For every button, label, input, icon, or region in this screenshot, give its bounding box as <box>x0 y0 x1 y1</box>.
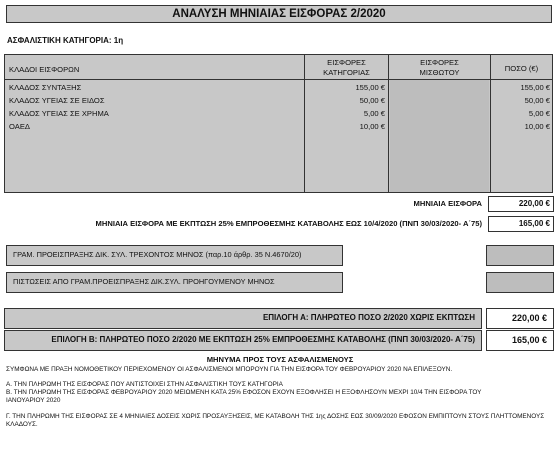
option-b-label: ΕΠΙΛΟΓΗ Β: ΠΛΗΡΩΤΕΟ ΠΟΣΟ 2/2020 ΜΕ ΕΚΠΤΩΣΗ 25% ΕΜΠΡΟΘΕΣΜΗΣ ΚΑΤΑΒΟΛΗΣ (ΠΝΠ 30/03/2020- Α΄75) <box>4 330 482 351</box>
message-option-b: Β. ΤΗΝ ΠΛΗΡΩΜΗ ΤΗΣ ΕΙΣΦΟΡΑΣ ΦΕΒΡΟΥΑΡΙΟΥ 2020 ΜΕΙΩΜΕΝΗ ΚΑΤΑ 25% ΕΦΟΣΟΝ ΕΧΟΥΝ ΕΞΟΦΛΗΣΕΙ Η ΕΞΟΦΛΗΣΟΥΝ ΜΕΧΡΙ 10/4 ΤΗΝ ΕΙΣΦΟΡΑ ΤΟΥ ΙΑΝΟΥΑΡΙΟΥ 2020 <box>6 389 482 404</box>
row-branch: ΚΛΑΔΟΣ ΥΓΕΙΑΣ ΣΕ ΧΡΗΜΑ <box>9 109 109 118</box>
prepayment-current-label: ΓΡΑΜ. ΠΡΟΕΙΣΠΡΑΞΗΣ ΔΙΚ. ΣΥΛ. ΤΡΕΧΟΝΤΟΣ ΜΗΝΟΣ (παρ.10 άρθρ. 35 Ν.4670/20) <box>6 245 343 266</box>
prepayment-current-value <box>486 245 554 266</box>
row-amount: 10,00 € <box>524 122 550 131</box>
contributions-table <box>4 54 553 193</box>
header-category-contrib: ΕΙΣΦΟΡΕΣ ΚΑΤΗΓΟΡΙΑΣ <box>323 58 370 77</box>
prepayment-previous-label: ΠΙΣΤΩΣΕΙΣ ΑΠΟ ΓΡΑΜ.ΠΡΟΕΙΣΠΡΑΞΗΣ ΔΙΚ.ΣΥΛ. ΠΡΟΗΓΟΥΜΕΝΟΥ ΜΗΝΟΣ <box>6 272 343 293</box>
monthly-contribution-label: ΜΗΝΙΑΙΑ ΕΙΣΦΟΡΑ <box>413 199 482 208</box>
row-category: 5,00 € <box>363 109 385 118</box>
header-amount: ΠΟΣΟ (€) <box>504 64 539 73</box>
table-row <box>5 121 552 132</box>
insurance-category: ΑΣΦΑΛΙΣΤΙΚΗ ΚΑΤΗΓΟΡΙΑ: 1η <box>7 36 124 45</box>
prepayment-previous-value <box>486 272 554 293</box>
header-salary-contrib: ΕΙΣΦΟΡΕΣ ΜΙΣΘΩΤΟΥ <box>419 58 460 77</box>
row-category: 10,00 € <box>359 122 385 131</box>
row-amount: 50,00 € <box>524 96 550 105</box>
message-title: ΜΗΝΥΜΑ ΠΡΟΣ ΤΟΥΣ ΑΣΦΑΛΙΣΜΕΝΟΥΣ <box>206 355 354 364</box>
table-row <box>5 95 552 106</box>
row-branch: ΟΑΕΔ <box>9 122 30 131</box>
discount-contribution-value: 165,00 € <box>488 216 554 232</box>
message-option-a: Α. ΤΗΝ ΠΛΗΡΩΜΗ ΤΗΣ ΕΙΣΦΟΡΑΣ ΠΟΥ ΑΝΤΙΣΤΟΙΧΕΙ ΣΤΗΝ ΑΣΦΑΛΙΣΤΙΚΗ ΤΟΥΣ ΚΑΤΗΓΟΡΙΑ <box>6 381 283 388</box>
row-category: 155,00 € <box>355 83 385 92</box>
row-category: 50,00 € <box>359 96 385 105</box>
monthly-contribution-value: 220,00 € <box>488 196 554 212</box>
row-branch: ΚΛΑΔΟΣ ΣΥΝΤΑΞΗΣ <box>9 83 82 92</box>
message-intro: ΣΥΜΦΩΝΑ ΜΕ ΠΡΑΞΗ ΝΟΜΟΘΕΤΙΚΟΥ ΠΕΡΙΕΧΟΜΕΝΟΥ ΟΙ ΑΣΦΑΛΙΣΜΕΝΟΙ ΜΠΟΡΟΥΝ ΓΙΑ ΤΗΝ ΕΙΣΦΟΡΑ ΤΟΥ ΦΕΒΡΟΥΑΡΙΟΥ 2020 ΝΑ ΕΠΙΛΕΞΟΥΝ. <box>6 366 453 373</box>
discount-contribution-label: ΜΗΝΙΑΙΑ ΕΙΣΦΟΡΑ ΜΕ ΕΚΠΤΩΣΗ 25% ΕΜΠΡΟΘΕΣΜΗΣ ΚΑΤΑΒΟΛΗΣ ΕΩΣ 10/4/2020 (ΠΝΠ 30/03/2020- Α΄75) <box>95 219 482 228</box>
page-title: ΑΝΑΛΥΣΗ ΜΗΝΙΑΙΑΣ ΕΙΣΦΟΡΑΣ 2/2020 <box>6 5 552 23</box>
row-branch: ΚΛΑΔΟΣ ΥΓΕΙΑΣ ΣΕ ΕΙΔΟΣ <box>9 96 105 105</box>
table-row <box>5 82 552 93</box>
option-a-value: 220,00 € <box>486 308 554 329</box>
table-row <box>5 108 552 119</box>
row-amount: 155,00 € <box>520 83 550 92</box>
row-amount: 5,00 € <box>528 109 550 118</box>
option-a-label: ΕΠΙΛΟΓΗ Α: ΠΛΗΡΩΤΕΟ ΠΟΣΟ 2/2020 ΧΩΡΙΣ ΕΚΠΤΩΣΗ <box>4 308 482 329</box>
option-b-value: 165,00 € <box>486 330 554 351</box>
message-option-c: Γ. ΤΗΝ ΠΛΗΡΩΜΗ ΤΗΣ ΕΙΣΦΟΡΑΣ ΣΕ 4 ΜΗΝΙΑΙΕΣ ΔΟΣΕΙΣ ΧΩΡΙΣ ΠΡΟΣΑΥΞΗΣΕΙΣ, ΜΕ ΚΑΤΑΒΟΛΗ ΤΗΣ 1ης ΔΟΣΗΣ ΕΩΣ 30/09/2020 ΕΦΟΣΟΝ ΕΜΠΙΠΤΟΥΝ ΣΤΟΥΣ ΠΛΗΤΤΟΜΕΝΟΥΣ ΚΛΑΔΟΥΣ. <box>6 413 545 428</box>
header-branch: ΚΛΑΔΟΙ ΕΙΣΦΟΡΩΝ <box>9 65 80 74</box>
